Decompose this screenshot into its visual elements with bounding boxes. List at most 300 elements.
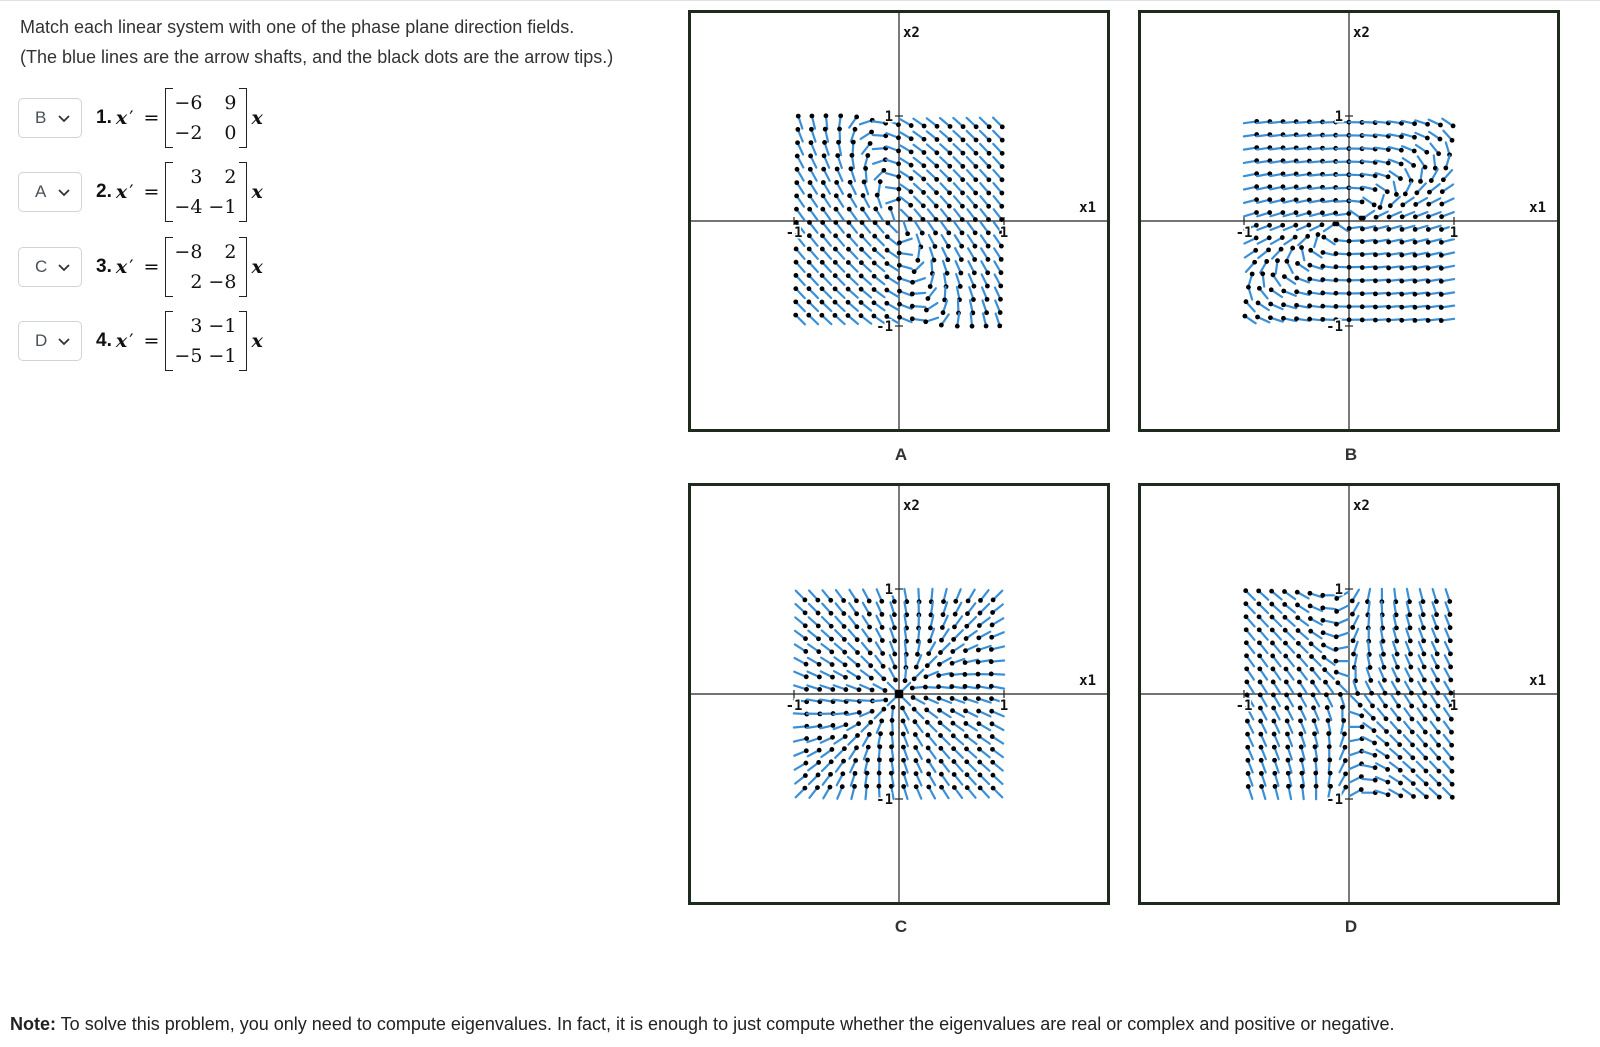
arrow-tip — [1257, 286, 1262, 291]
prime: ′ — [129, 181, 134, 203]
arrow-tip — [1450, 782, 1455, 787]
arrow-tip — [1284, 259, 1289, 264]
arrow-tip — [1426, 305, 1431, 310]
arrow-tip — [807, 273, 812, 278]
arrow-tip — [807, 220, 812, 225]
arrow-tip — [1320, 304, 1325, 309]
arrow-tip — [1253, 248, 1258, 253]
arrow-tip — [1305, 234, 1310, 239]
arrow-tip — [1448, 625, 1453, 630]
arrow-tip — [948, 124, 953, 129]
arrow-tip — [946, 244, 951, 249]
arrow-tip — [960, 230, 965, 235]
problem-4 — [18, 315, 263, 367]
arrow-tip — [1258, 719, 1263, 724]
arrow-tip — [1372, 202, 1377, 207]
arrow-tip — [970, 324, 975, 329]
arrow-tip — [1436, 730, 1441, 735]
arrow-tip — [1284, 693, 1289, 698]
arrow-tip — [999, 191, 1004, 196]
arrow-tip — [1343, 771, 1348, 776]
arrow-tip — [896, 135, 901, 140]
arrow-tip — [842, 624, 847, 629]
arrow-tip — [1299, 771, 1304, 776]
arrow-tip — [1373, 187, 1378, 192]
arrow-tip — [926, 296, 931, 301]
arrow-tip — [880, 638, 885, 643]
arrow-tip — [951, 637, 956, 642]
arrow-tip — [1258, 732, 1263, 737]
arrow-tip — [1423, 756, 1428, 761]
chevron-down-icon — [57, 262, 71, 272]
arrow-tip — [963, 708, 968, 713]
arrow-tip — [1257, 666, 1262, 671]
arrow-tip — [802, 597, 807, 602]
arrow-tip — [952, 772, 957, 777]
prime: ′ — [129, 330, 134, 352]
instructions — [20, 12, 680, 72]
arrow-tip — [807, 207, 812, 212]
arrow-tip — [1271, 680, 1276, 685]
arrow-tip — [1400, 202, 1405, 207]
arrow-tip — [1355, 691, 1360, 696]
arrow-tip — [1284, 680, 1289, 685]
arrow-tip — [873, 220, 878, 225]
arrow-tip — [912, 269, 917, 274]
arrow-tip — [1268, 315, 1273, 320]
arrow-tip — [830, 662, 835, 667]
arrow-tip — [1437, 782, 1442, 787]
arrow-tip — [1385, 767, 1390, 772]
arrow-tip — [990, 747, 995, 752]
arrow-tip — [1335, 680, 1340, 685]
x-tick-label: 1 — [999, 698, 1009, 714]
arrow-tip — [1424, 782, 1429, 787]
arrow-tip — [1403, 192, 1408, 197]
arrow-tip — [933, 244, 938, 249]
arrow-tip — [881, 676, 886, 681]
arrow-tip — [1423, 743, 1428, 748]
arrow-tip — [810, 114, 815, 119]
arrow-tip — [1281, 289, 1286, 294]
arrow-tip — [913, 758, 918, 763]
arrow-tip — [1343, 785, 1348, 790]
arrow-tip — [1413, 292, 1418, 297]
arrow-tip — [1320, 605, 1325, 610]
arrow-tip — [934, 177, 939, 182]
direction-field-c — [688, 483, 1110, 905]
arrow-tip — [1245, 732, 1250, 737]
direction-field-a — [688, 10, 1110, 432]
arrow-tip — [1244, 299, 1249, 304]
answer-select-3[interactable] — [18, 247, 82, 287]
arrow-tip — [885, 261, 890, 266]
arrow-tip — [897, 251, 902, 256]
x-tick-label: 1 — [1449, 225, 1459, 241]
arrow-tip — [860, 220, 865, 225]
arrow-tip — [1312, 731, 1317, 736]
arrow-tip — [853, 758, 858, 763]
arrow-tip — [854, 115, 859, 120]
arrow-tip — [1270, 615, 1275, 620]
arrow-tip — [880, 651, 885, 656]
arrow-tip — [923, 674, 928, 679]
equals-sign: = — [143, 107, 160, 129]
arrow-tip — [870, 709, 875, 714]
arrow-tip — [990, 734, 995, 739]
arrow-tip — [958, 271, 963, 276]
arrow-tip — [1423, 717, 1428, 722]
arrow-tip — [1256, 301, 1261, 306]
arrow-tip — [1267, 210, 1272, 215]
arrow-tip — [1398, 793, 1403, 798]
arrow-tip — [909, 163, 914, 168]
arrow-tip — [1255, 315, 1260, 320]
answer-select-2[interactable] — [18, 172, 82, 212]
arrow-tip — [1427, 190, 1432, 195]
arrow-tip — [1396, 691, 1401, 696]
arrow-tip — [1272, 732, 1277, 737]
arrow-tip — [914, 665, 919, 670]
arrow-tip — [868, 720, 873, 725]
arrow-tip — [1309, 641, 1314, 646]
arrow-tip — [923, 319, 928, 324]
arrow-tip — [864, 784, 869, 789]
arrow-tip — [1254, 197, 1259, 202]
arrow-tip — [824, 113, 829, 118]
arrow-tip — [973, 217, 978, 222]
direction-field-d — [1138, 483, 1560, 905]
arrow-tip — [1421, 612, 1426, 617]
arrow-tip — [1410, 717, 1415, 722]
arrow-tip — [1359, 713, 1364, 718]
arrow-tip — [1340, 705, 1345, 710]
arrow-tip — [897, 276, 902, 281]
arrow-tip — [1313, 758, 1318, 763]
arrow-tip — [1412, 121, 1417, 126]
arrow-tip — [1373, 252, 1378, 257]
arrow-tip — [1283, 641, 1288, 646]
arrow-tip — [927, 639, 932, 644]
arrow-tip — [985, 284, 990, 289]
arrow-tip — [1448, 651, 1453, 656]
arrow-tip — [853, 771, 858, 776]
arrow-tip — [1397, 742, 1402, 747]
arrow-tip — [938, 733, 943, 738]
arrow-tip — [795, 154, 800, 159]
arrow-tip — [1399, 305, 1404, 310]
arrow-tip — [1311, 705, 1316, 710]
arrow-tip — [863, 166, 868, 171]
arrow-tip — [939, 772, 944, 777]
arrow-tip — [1284, 667, 1289, 672]
arrow-tip — [867, 732, 872, 737]
arrow-tip — [846, 247, 851, 252]
arrow-tip — [865, 758, 870, 763]
arrow-tip — [989, 684, 994, 689]
arrow-tip — [1258, 706, 1263, 711]
arrow-tip — [925, 663, 930, 668]
arrow-tip — [1295, 590, 1300, 595]
arrow-tip — [974, 138, 979, 143]
matrix-entry: −5 — [174, 345, 203, 367]
arrow-tip — [972, 257, 977, 262]
matrix-entry: −8 — [208, 271, 237, 293]
arrow-tip — [1386, 266, 1391, 271]
arrow-tip — [952, 625, 957, 630]
arrow-tip — [850, 153, 855, 158]
arrow-tip — [1359, 787, 1364, 792]
arrow-tip — [804, 687, 809, 692]
arrow-tip — [976, 660, 981, 665]
arrow-tip — [926, 651, 931, 656]
arrow-tip — [926, 772, 931, 777]
arrow-tip — [833, 300, 838, 305]
arrow-tip — [1382, 665, 1387, 670]
arrow-tip — [867, 638, 872, 643]
arrow-tip — [885, 248, 890, 253]
arrow-tip — [1429, 178, 1434, 183]
direction-field-svg — [688, 483, 1110, 905]
arrow-tip — [934, 190, 939, 195]
arrow-tip — [1334, 251, 1339, 256]
arrow-tip — [1269, 602, 1274, 607]
arrow-tip — [1410, 743, 1415, 748]
problem-number: 1. — [96, 107, 112, 128]
arrow-tip — [921, 163, 926, 168]
arrow-tip — [1334, 278, 1339, 283]
arrow-tip — [990, 610, 995, 615]
arrow-tip — [794, 180, 799, 185]
arrow-tip — [881, 707, 886, 712]
arrow-tip — [934, 217, 939, 222]
arrow-tip — [1320, 618, 1325, 623]
arrow-tip — [1396, 704, 1401, 709]
arrow-tip — [910, 316, 915, 321]
arrow-tip — [1398, 768, 1403, 773]
arrow-tip — [915, 258, 920, 263]
arrow-tip — [1360, 318, 1365, 323]
arrow-tip — [897, 302, 902, 307]
arrow-tip — [828, 785, 833, 790]
arrow-tip — [924, 696, 929, 701]
arrow-tip — [1327, 757, 1332, 762]
arrow-tip — [1447, 599, 1452, 604]
arrow-tip — [952, 785, 957, 790]
arrow-tip — [821, 167, 826, 172]
arrow-tip — [1423, 165, 1428, 170]
arrow-tip — [1440, 189, 1445, 194]
arrow-tip — [1397, 717, 1402, 722]
arrow-tip — [1394, 192, 1399, 197]
panel-label-b: B — [1344, 445, 1358, 464]
arrow-tip — [1000, 124, 1005, 129]
arrow-tip — [1360, 199, 1365, 204]
arrow-tip — [1280, 210, 1285, 215]
arrow-tip — [1421, 638, 1426, 643]
arrow-tip — [951, 746, 956, 751]
matrix-entry: 2 — [190, 271, 203, 293]
arrow-tip — [817, 736, 822, 741]
arrow-tip — [853, 127, 858, 132]
arrow-tip — [974, 124, 979, 129]
arrow-tip — [1411, 768, 1416, 773]
arrow-tip — [807, 233, 812, 238]
equation-2 — [96, 162, 263, 222]
arrow-tip — [1360, 278, 1365, 283]
vector-x: x — [251, 181, 263, 203]
arrow-tip — [1314, 784, 1319, 789]
arrow-tip — [1259, 784, 1264, 789]
arrow-tip — [857, 710, 862, 715]
arrow-tip — [977, 734, 982, 739]
arrow-tip — [1334, 670, 1339, 675]
arrow-tip — [1307, 210, 1312, 215]
arrow-tip — [946, 230, 951, 235]
arrow-tip — [1435, 678, 1440, 683]
arrow-tip — [1414, 190, 1419, 195]
arrow-tip — [947, 190, 952, 195]
arrow-tip — [1408, 652, 1413, 657]
arrow-tip — [1386, 227, 1391, 232]
arrow-tip — [1448, 665, 1453, 670]
chevron-down-icon — [57, 336, 71, 346]
arrow-tip — [990, 721, 995, 726]
arrow-tip — [1400, 214, 1405, 219]
arrow-tip — [834, 180, 839, 185]
x-axis-label: x1 — [1079, 200, 1096, 216]
arrow-tip — [1334, 659, 1339, 664]
arrow-tip — [1347, 252, 1352, 257]
matrix-entry: −8 — [174, 241, 203, 263]
prime: ′ — [129, 256, 134, 278]
arrow-tip — [934, 204, 939, 209]
arrow-tip — [822, 153, 827, 158]
arrow-tip — [960, 204, 965, 209]
arrow-tip — [1358, 703, 1363, 708]
arrow-tip — [1350, 612, 1355, 617]
arrow-tip — [926, 758, 931, 763]
arrow-tip — [1381, 652, 1386, 657]
arrow-tip — [987, 138, 992, 143]
arrow-tip — [1279, 247, 1284, 252]
arrow-tip — [846, 300, 851, 305]
arrow-tip — [851, 140, 856, 145]
arrow-tip — [838, 113, 843, 118]
arrow-tip — [862, 180, 867, 185]
arrow-tip — [963, 696, 968, 701]
arrow-tip — [1273, 784, 1278, 789]
arrow-tip — [990, 760, 995, 765]
arrow-tip — [859, 287, 864, 292]
arrow-tip — [815, 785, 820, 790]
coefficient-matrix — [165, 237, 247, 297]
arrow-tip — [1322, 655, 1327, 660]
arrow-tip — [1360, 227, 1365, 232]
arrow-tip — [925, 733, 930, 738]
arrow-tip — [829, 624, 834, 629]
arrow-tip — [1283, 654, 1288, 659]
arrow-tip — [1298, 705, 1303, 710]
arrow-tip — [951, 733, 956, 738]
vector-x: x — [115, 107, 128, 129]
arrow-tip — [1270, 641, 1275, 646]
arrow-tip — [1283, 615, 1288, 620]
arrow-tip — [817, 748, 822, 753]
equals-sign: = — [143, 330, 160, 352]
arrow-tip — [1244, 640, 1249, 645]
arrow-tip — [1373, 765, 1378, 770]
answer-select-4[interactable] — [18, 321, 82, 361]
arrow-tip — [959, 244, 964, 249]
arrow-tip — [843, 662, 848, 667]
arrow-tip — [1294, 276, 1299, 281]
arrow-tip — [1281, 316, 1286, 321]
arrow-tip — [1436, 151, 1441, 156]
equation-1 — [96, 88, 263, 148]
arrow-tip — [977, 721, 982, 726]
arrow-tip — [1426, 318, 1431, 323]
arrow-tip — [1426, 202, 1431, 207]
arrow-tip — [890, 718, 895, 723]
arrow-tip — [999, 270, 1004, 275]
arrow-tip — [1250, 272, 1255, 277]
arrow-tip — [1260, 271, 1265, 276]
arrow-tip — [1409, 678, 1414, 683]
arrow-tip — [1426, 266, 1431, 271]
arrow-tip — [856, 675, 861, 680]
arrow-tip — [926, 746, 931, 751]
arrow-tip — [953, 612, 958, 617]
arrow-tip — [950, 696, 955, 701]
arrow-tip — [830, 687, 835, 692]
arrow-tip — [1252, 260, 1257, 265]
arrow-tip — [893, 665, 898, 670]
arrow-tip — [1374, 215, 1379, 220]
arrow-tip — [1439, 279, 1444, 284]
arrow-tip — [909, 123, 914, 128]
arrow-tip — [1259, 771, 1264, 776]
arrow-tip — [859, 260, 864, 265]
arrow-tip — [941, 612, 946, 617]
vector-x: x — [251, 256, 263, 278]
arrow-tip — [1321, 250, 1326, 255]
arrow-tip — [840, 784, 845, 789]
arrow-tip — [1295, 615, 1300, 620]
arrow-tip — [1450, 795, 1455, 800]
arrow-tip — [859, 247, 864, 252]
direction-field-svg — [1138, 10, 1560, 432]
arrow-tip — [945, 257, 950, 262]
arrow-tip — [940, 625, 945, 630]
arrow-tip — [1258, 680, 1263, 685]
arrow-tip — [1267, 235, 1272, 240]
arrow-tip — [1398, 755, 1403, 760]
vector-x: x — [115, 181, 128, 203]
arrow-tip — [952, 759, 957, 764]
arrow-tip — [1308, 248, 1313, 253]
answer-select-1[interactable] — [18, 98, 82, 138]
arrow-tip — [1411, 781, 1416, 786]
arrow-tip — [1281, 302, 1286, 307]
arrow-tip — [1298, 718, 1303, 723]
arrow-tip — [1360, 252, 1365, 257]
arrow-tip — [1313, 744, 1318, 749]
arrow-tip — [1257, 627, 1262, 632]
arrow-tip — [883, 688, 888, 693]
arrow-tip — [872, 300, 877, 305]
arrow-tip — [1343, 758, 1348, 763]
